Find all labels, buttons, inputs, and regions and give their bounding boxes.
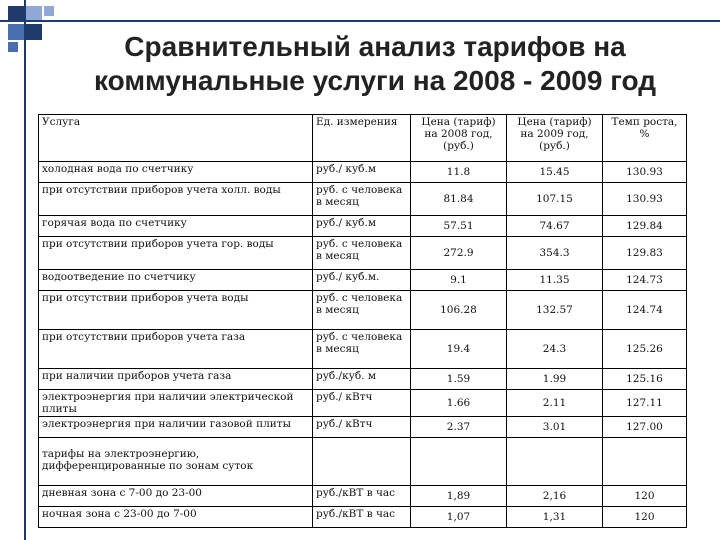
cell-service: при отсутствии приборов учета газа <box>39 330 313 369</box>
cell-price-2009: 11.35 <box>507 270 603 291</box>
cell-unit: руб./ куб.м <box>313 216 411 237</box>
cell-unit: руб. с человека в месяц <box>313 291 411 330</box>
cell-growth: 130.93 <box>603 183 687 216</box>
decor-line <box>0 20 720 22</box>
table-row <box>39 390 687 417</box>
table-row <box>39 417 687 438</box>
tariff-table <box>38 114 687 528</box>
cell-growth: 124.74 <box>603 291 687 330</box>
header-unit: Ед. измерения <box>313 115 411 162</box>
cell-price-2009: 3.01 <box>507 417 603 438</box>
cell-price-2009: 107.15 <box>507 183 603 216</box>
table-row <box>39 162 687 183</box>
header-service: Услуга <box>39 115 313 162</box>
cell-price-2008: 1,89 <box>411 486 507 507</box>
header-price-2008: Цена (тариф) на 2008 год, (руб.) <box>411 115 507 162</box>
cell-price-2008: 2.37 <box>411 417 507 438</box>
cell-unit: руб./кВТ в час <box>313 486 411 507</box>
cell-service: водоотведение по счетчику <box>39 270 313 291</box>
table-row <box>39 486 687 507</box>
cell-growth: 120 <box>603 507 687 528</box>
cell-price-2009 <box>507 438 603 486</box>
table-row <box>39 237 687 270</box>
cell-price-2009: 24.3 <box>507 330 603 369</box>
cell-price-2009: 1.99 <box>507 369 603 390</box>
cell-price-2009: 132.57 <box>507 291 603 330</box>
cell-service: при наличии приборов учета газа <box>39 369 313 390</box>
decor-line <box>24 0 26 540</box>
cell-unit: руб./ кВтч <box>313 417 411 438</box>
cell-price-2008: 106.28 <box>411 291 507 330</box>
cell-price-2008: 9.1 <box>411 270 507 291</box>
cell-price-2009: 354.3 <box>507 237 603 270</box>
cell-growth: 125.26 <box>603 330 687 369</box>
cell-price-2008: 19.4 <box>411 330 507 369</box>
cell-unit: руб./куб. м <box>313 369 411 390</box>
cell-service: тарифы на электроэнергию, дифференцированные по зонам суток <box>39 438 313 486</box>
cell-price-2009: 1,31 <box>507 507 603 528</box>
table-row <box>39 216 687 237</box>
cell-unit <box>313 438 411 486</box>
header-price-2009: Цена (тариф) на 2009 год, (руб.) <box>507 115 603 162</box>
slide-title <box>40 30 710 98</box>
cell-growth: 120 <box>603 486 687 507</box>
cell-service: при отсутствии приборов учета холл. воды <box>39 183 313 216</box>
title-line-1: Сравнительный анализ тарифов на <box>124 31 626 62</box>
cell-price-2009: 2,16 <box>507 486 603 507</box>
cell-growth: 129.83 <box>603 237 687 270</box>
table-row <box>39 330 687 369</box>
cell-growth: 130.93 <box>603 162 687 183</box>
cell-unit: руб./ куб.м <box>313 162 411 183</box>
cell-price-2008: 1,07 <box>411 507 507 528</box>
decor-square <box>8 42 18 52</box>
cell-unit: руб./ кВтч <box>313 390 411 417</box>
cell-price-2008 <box>411 438 507 486</box>
cell-service: ночная зона с 23-00 до 7-00 <box>39 507 313 528</box>
cell-unit: руб. с человека в месяц <box>313 183 411 216</box>
cell-price-2008: 1.66 <box>411 390 507 417</box>
cell-service: электроэнергия при наличии газовой плиты <box>39 417 313 438</box>
cell-price-2009: 15.45 <box>507 162 603 183</box>
cell-price-2008: 11.8 <box>411 162 507 183</box>
cell-growth: 124.73 <box>603 270 687 291</box>
cell-price-2009: 74.67 <box>507 216 603 237</box>
decor-square <box>44 6 54 16</box>
decor-square <box>8 24 24 40</box>
cell-price-2008: 1.59 <box>411 369 507 390</box>
cell-price-2009: 2.11 <box>507 390 603 417</box>
table-row <box>39 438 687 486</box>
cell-growth <box>603 438 687 486</box>
cell-growth: 127.11 <box>603 390 687 417</box>
cell-growth: 127.00 <box>603 417 687 438</box>
cell-unit: руб./ куб.м. <box>313 270 411 291</box>
cell-price-2008: 272.9 <box>411 237 507 270</box>
cell-price-2008: 81.84 <box>411 183 507 216</box>
cell-service: при отсутствии приборов учета воды <box>39 291 313 330</box>
cell-service: горячая вода по счетчику <box>39 216 313 237</box>
header-growth: Темп роста, % <box>603 115 687 162</box>
cell-service: холодная вода по счетчику <box>39 162 313 183</box>
cell-unit: руб. с человека в месяц <box>313 330 411 369</box>
table-row <box>39 183 687 216</box>
cell-unit: руб. с человека в месяц <box>313 237 411 270</box>
table-header-row <box>39 115 687 162</box>
cell-unit: руб./кВТ в час <box>313 507 411 528</box>
table-row <box>39 270 687 291</box>
table-row <box>39 369 687 390</box>
table-row <box>39 291 687 330</box>
cell-growth: 125.16 <box>603 369 687 390</box>
cell-price-2008: 57.51 <box>411 216 507 237</box>
cell-service: при отсутствии приборов учета гор. воды <box>39 237 313 270</box>
table-row <box>39 507 687 528</box>
title-line-2: коммунальные услуги на 2008 - 2009 год <box>93 65 657 96</box>
cell-service: электроэнергия при наличии электрической плиты <box>39 390 313 417</box>
cell-service: дневная зона с 7-00 до 23-00 <box>39 486 313 507</box>
cell-growth: 129.84 <box>603 216 687 237</box>
